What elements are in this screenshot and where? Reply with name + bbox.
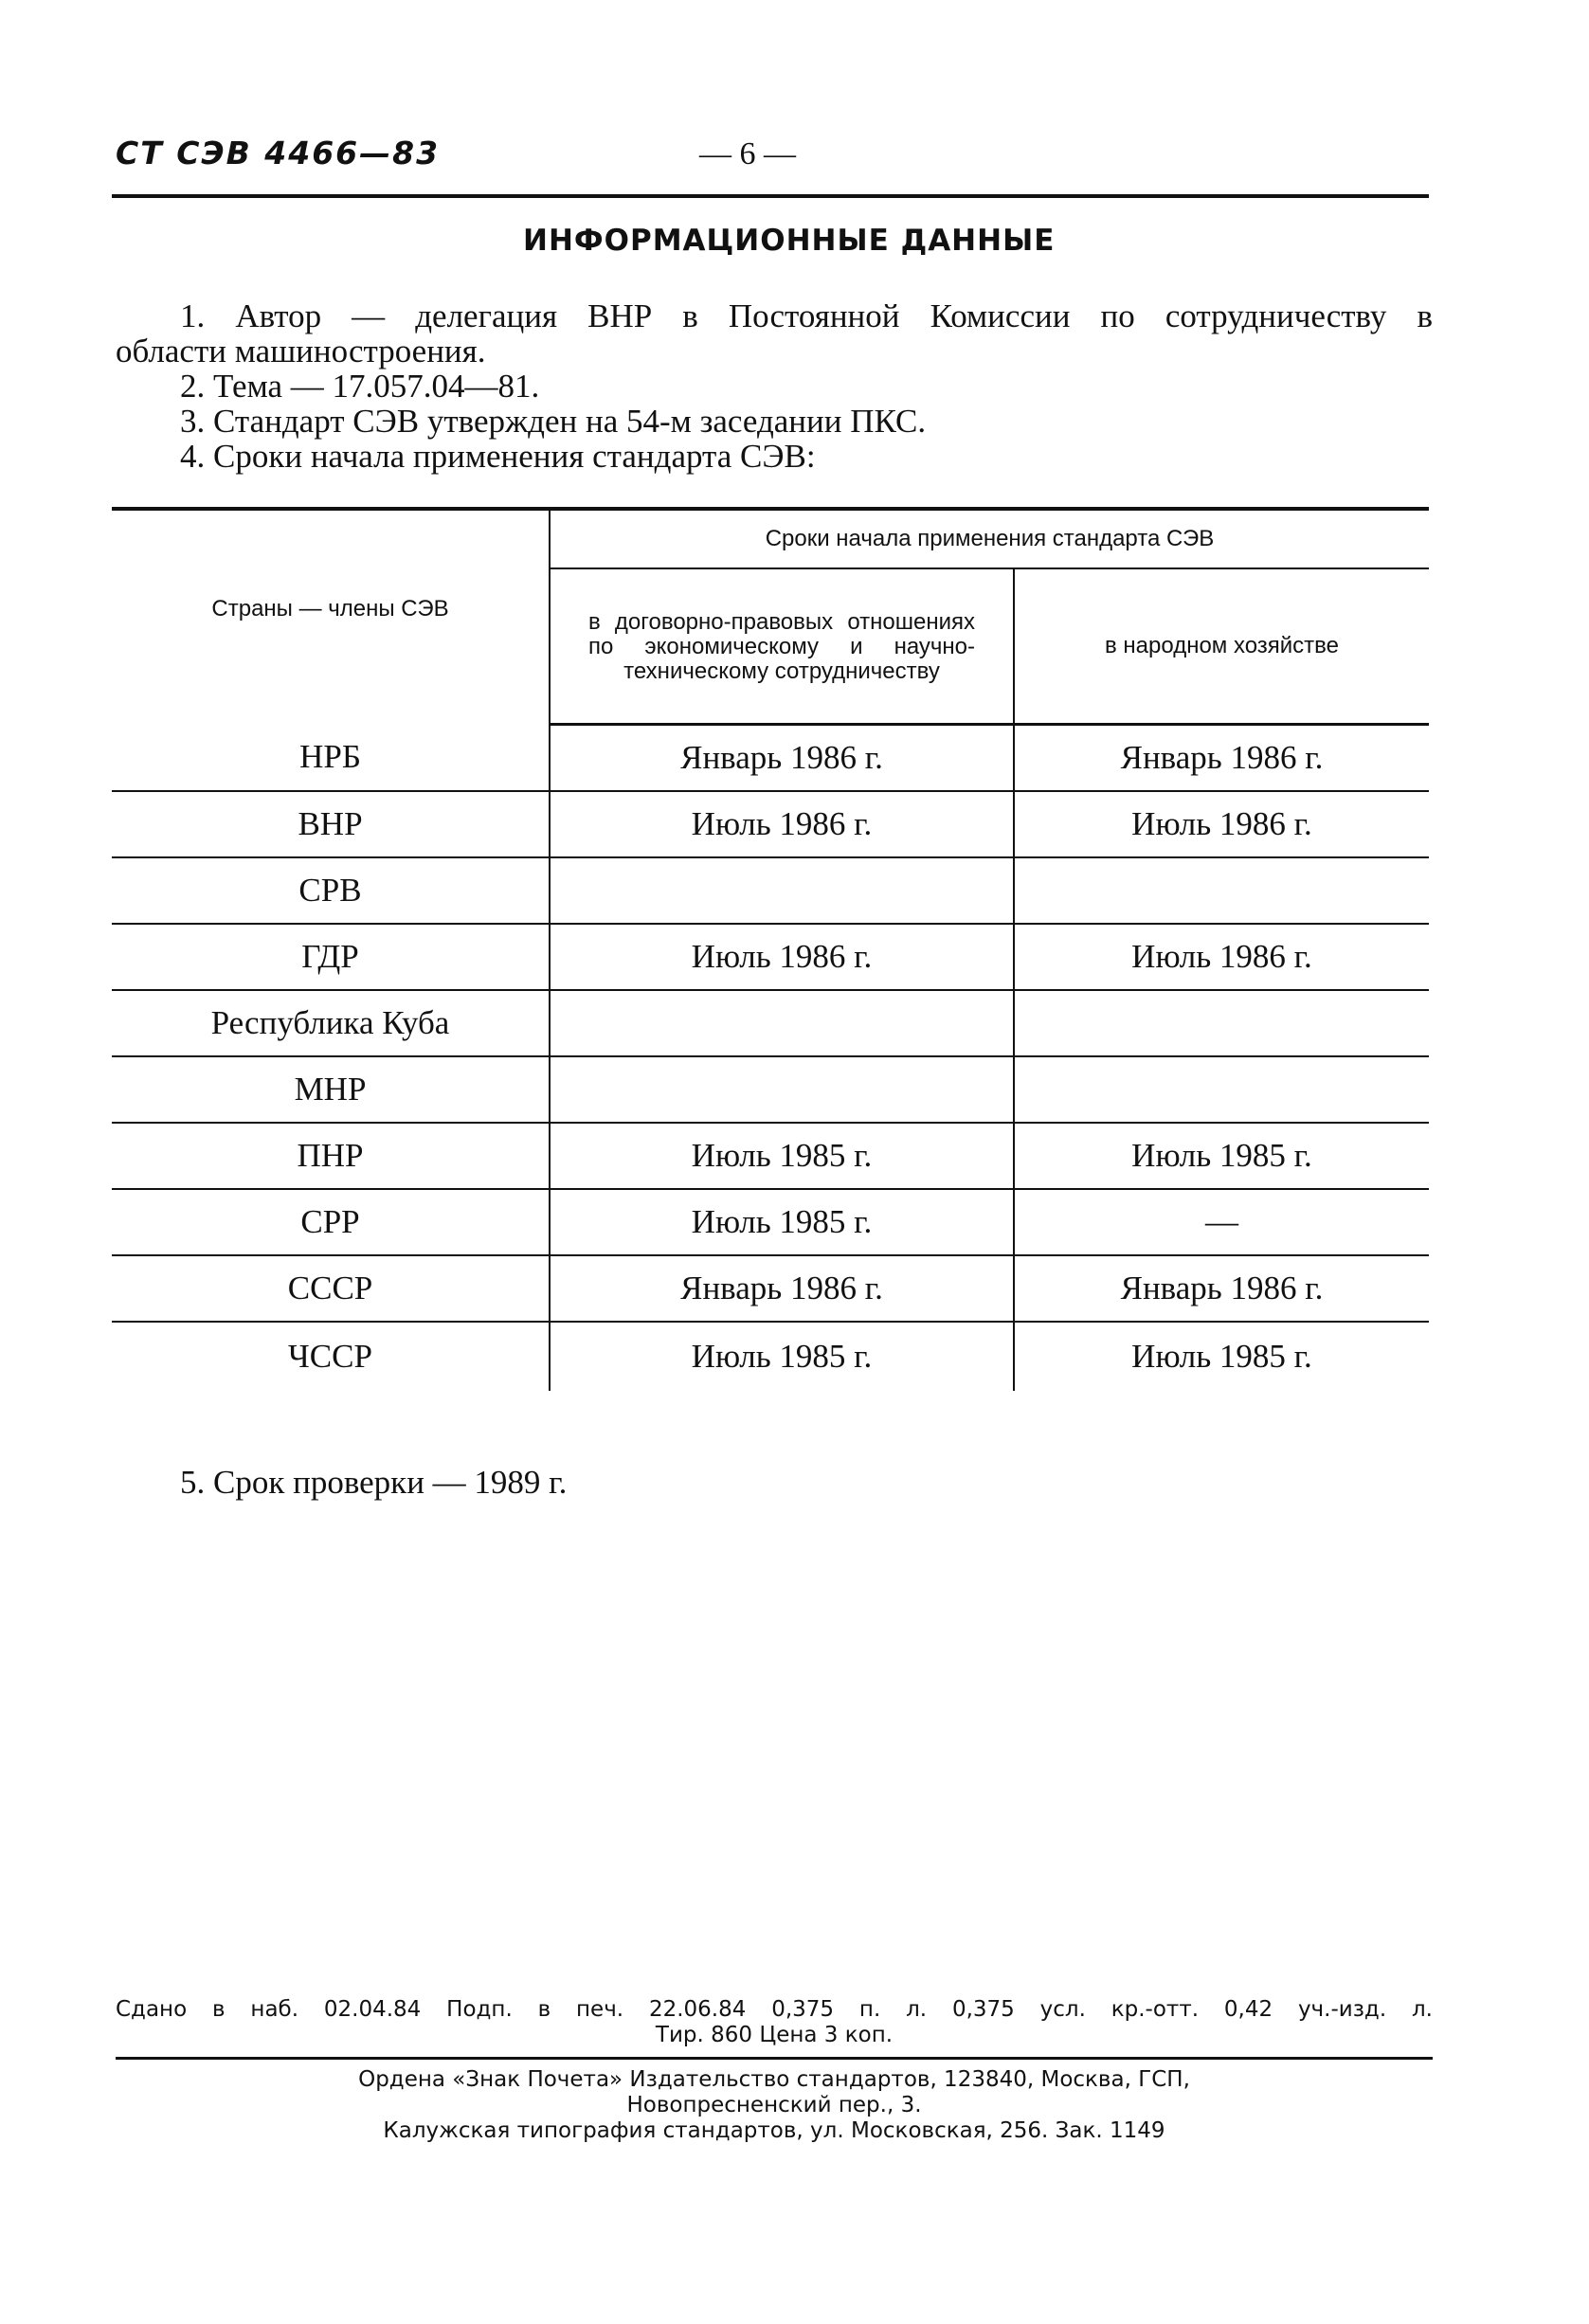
header-application-dates: Сроки начала применения стандарта СЭВ [550, 509, 1429, 568]
country-cell: МНР [112, 1056, 550, 1123]
economy-date-cell [1014, 990, 1429, 1056]
table-row [112, 990, 1429, 1056]
contract-date-cell: Июль 1985 г. [550, 1189, 1014, 1255]
imprint-publisher: Ордена «Знак Почета» Издательство стандартов, 123840, Москва, ГСП, [358, 2067, 1190, 2092]
economy-date-cell: Январь 1986 г. [1014, 1255, 1429, 1322]
country-cell: СРР [112, 1189, 550, 1255]
contract-date-cell [550, 1056, 1014, 1123]
economy-date-cell [1014, 1056, 1429, 1123]
country-cell: Республика Куба [112, 990, 550, 1056]
imprint-publisher-address: Новопресненский пер., 3. [626, 2093, 922, 2117]
contract-date-cell: Июль 1986 г. [550, 924, 1014, 990]
table-row [112, 924, 1429, 990]
country-cell: ЧССР [112, 1322, 550, 1391]
imprint-circulation: Тир. 860 Цена 3 коп. [655, 2023, 894, 2047]
table-row [112, 857, 1429, 924]
header-countries: Страны — члены СЭВ [112, 509, 550, 725]
table-row [112, 1056, 1429, 1123]
economy-date-cell: — [1014, 1189, 1429, 1255]
contract-date-cell: Январь 1986 г. [550, 1255, 1014, 1322]
page-number: — 6 — [699, 136, 796, 171]
table-row [112, 1123, 1429, 1189]
review-term: 5. Срок проверки — 1989 г. [180, 1464, 568, 1501]
item-topic: 2. Тема — 17.057.04—81. [180, 368, 540, 405]
contract-date-cell: Январь 1986 г. [550, 725, 1014, 792]
economy-date-cell: Июль 1985 г. [1014, 1123, 1429, 1189]
contract-date-cell [550, 990, 1014, 1056]
imprint-rule [116, 2057, 1433, 2060]
country-cell: ВНР [112, 791, 550, 857]
table-row [112, 725, 1429, 792]
table-row [112, 791, 1429, 857]
header-national-economy: в народном хозяйстве [1014, 568, 1429, 725]
contract-date-cell [550, 857, 1014, 924]
header-rule [112, 194, 1429, 198]
economy-date-cell [1014, 857, 1429, 924]
table-row [112, 1322, 1429, 1391]
country-cell: ПНР [112, 1123, 550, 1189]
imprint [116, 1997, 1433, 2144]
contract-date-cell: Июль 1986 г. [550, 791, 1014, 857]
table-row [112, 1189, 1429, 1255]
country-cell: НРБ [112, 725, 550, 792]
info-items [116, 298, 1433, 474]
item-approval: 3. Стандарт СЭВ утвержден на 54-м заседании ПКС. [180, 403, 927, 440]
country-cell: СРВ [112, 857, 550, 924]
item-author-continued: области машиностроения. [116, 333, 486, 369]
economy-date-cell: Июль 1986 г. [1014, 924, 1429, 990]
contract-date-cell: Июль 1985 г. [550, 1123, 1014, 1189]
economy-date-cell: Июль 1985 г. [1131, 1338, 1312, 1375]
imprint-printing-house: Калужская типография стандартов, ул. Московская, 256. Зак. 1149 [383, 2118, 1165, 2143]
country-cell: ГДР [112, 924, 550, 990]
standard-code: СТ СЭВ 4466—83 [116, 135, 441, 171]
application-dates-table [112, 507, 1429, 1391]
economy-date-cell: Июль 1986 г. [1014, 791, 1429, 857]
item-author: 1. Автор — делегация ВНР в Постоянной Комиссии по сотрудничеству в [180, 297, 1433, 334]
economy-date-cell: Январь 1986 г. [1014, 725, 1429, 792]
contract-date-cell: Июль 1985 г. [550, 1322, 1014, 1391]
table-row [112, 1255, 1429, 1322]
header-contractual-relations: в договорно-правовых отношениях по экономическому и научно-техническому сотрудничеству [550, 568, 1014, 725]
page-title: ИНФОРМАЦИОННЫЕ ДАННЫЕ [523, 224, 1056, 258]
country-cell: СССР [112, 1255, 550, 1322]
item-application-dates: 4. Сроки начала применения стандарта СЭВ: [180, 438, 816, 475]
imprint-print-details: Сдано в наб. 02.04.84 Подп. в печ. 22.06.84 0,375 п. л. 0,375 усл. кр.-отт. 0,42 уч.-изд. л. [116, 1997, 1433, 2022]
